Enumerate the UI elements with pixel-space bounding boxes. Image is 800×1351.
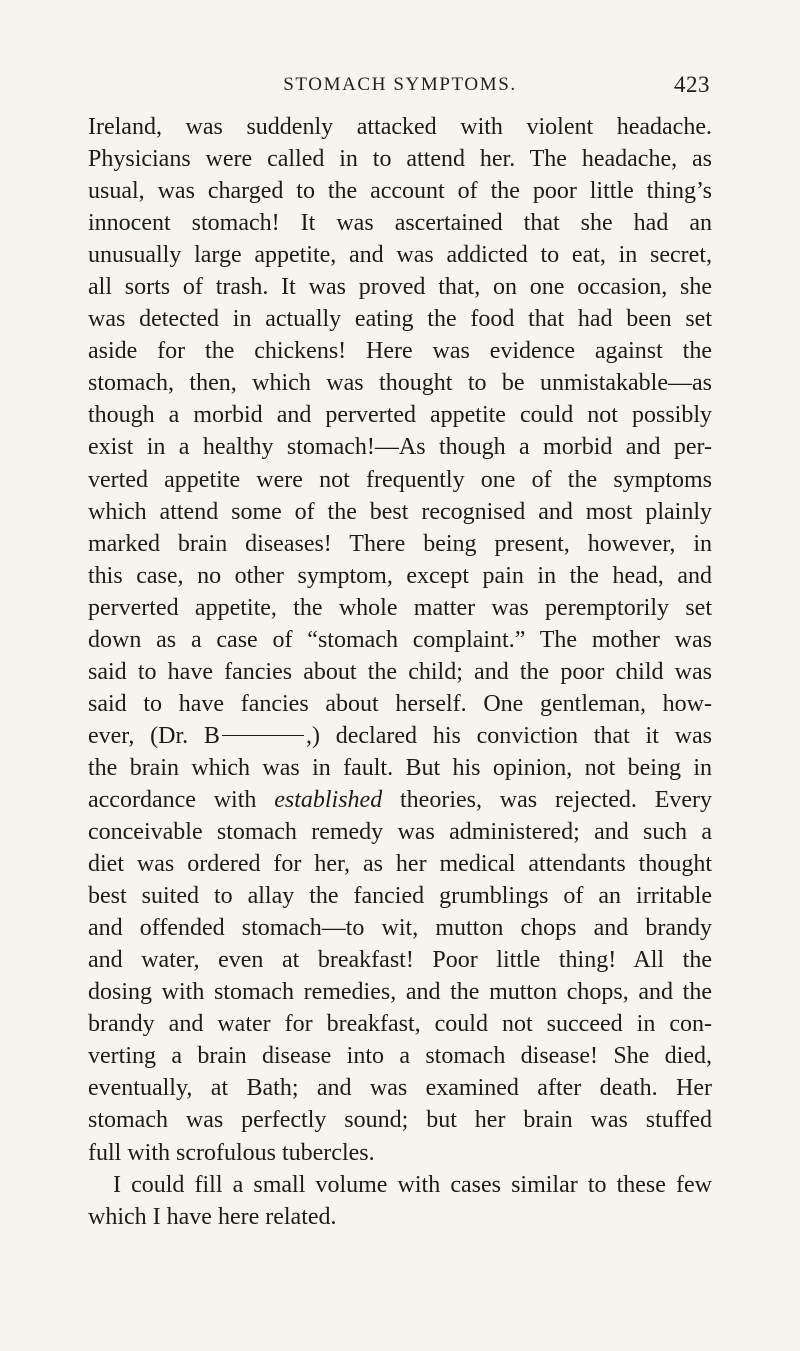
running-head	[0, 72, 710, 102]
text-line: stomach was perfectly sound; but her brain was stuffed	[88, 1107, 712, 1134]
line-after-blank: ,) declared his conviction that it was	[305, 722, 712, 749]
line-after-italic: theories, was rejected. Every	[382, 786, 712, 813]
text-line: which attend some of the best recognised and most plainly	[88, 498, 712, 525]
text-line: exist in a healthy stomach!—As though a morbid and per-	[88, 434, 712, 461]
text-line: eventually, at Bath; and was examined after death. Her	[88, 1075, 712, 1102]
text-line: brandy and water for breakfast, could not succeed in con-	[88, 1011, 712, 1038]
text-line: best suited to allay the fancied grumblings of an irritable	[88, 883, 712, 910]
text-line: stomach, then, which was thought to be unmistakable—as	[88, 370, 712, 397]
text-line: aside for the chickens! Here was evidence against the	[88, 338, 712, 365]
running-title: STOMACH SYMPTOMS.	[283, 74, 517, 95]
text-line: Ireland, was suddenly attacked with violent headache.	[88, 114, 712, 140]
text-line: this case, no other symptom, except pain in the head, and	[88, 562, 712, 589]
text-line: and water, even at breakfast! Poor little thing! All the	[88, 947, 712, 974]
text-line: was detected in actually eating the food that had been set	[88, 306, 712, 333]
text-line: unusually large appetite, and was addicted to eat, in secret,	[88, 242, 712, 269]
name-blank-rule	[222, 735, 304, 736]
text-line: said to have fancies about herself. One gentleman, how-	[88, 690, 712, 717]
text-line: verting a brain disease into a stomach disease! She died,	[88, 1043, 712, 1070]
text-line: diet was ordered for her, as her medical attendants thought	[88, 851, 712, 878]
text-line: said to have fancies about the child; and the poor child was	[88, 658, 712, 685]
text-line: down as a case of “stomach complaint.” The mother was	[88, 626, 712, 653]
text-line: conceivable stomach remedy was administered; and such a	[88, 819, 712, 846]
text-line: though a morbid and perverted appetite could not possibly	[88, 402, 712, 429]
paragraph-start-line: I could fill a small volume with cases similar to these few	[113, 1171, 712, 1198]
text-line: all sorts of trash. It was proved that, on one occasion, she	[88, 274, 712, 301]
text-line: marked brain diseases! There being present, however, in	[88, 530, 712, 557]
text-line-with-blank	[88, 720, 712, 752]
page-number: 423	[674, 72, 710, 97]
text-line: and offended stomach—to wit, mutton chops and brandy	[88, 915, 712, 942]
text-line-with-italic	[88, 784, 712, 816]
text-line: usual, was charged to the account of the poor little thing’s	[88, 178, 712, 205]
paragraph-end-line: which I have here related.	[88, 1203, 337, 1230]
line-before-blank: ever, (Dr. B	[88, 722, 220, 749]
text-line: verted appetite were not frequently one of the symptoms	[88, 466, 712, 493]
italic-emphasis: established	[274, 786, 383, 813]
body-text	[88, 111, 712, 1233]
line-before-italic: accordance with	[88, 786, 275, 813]
text-line: innocent stomach! It was ascertained that she had an	[88, 210, 712, 237]
text-line: perverted appetite, the whole matter was peremptorily set	[88, 594, 712, 621]
paragraph-end-line: full with scrofulous tubercles.	[88, 1139, 375, 1166]
text-line: Physicians were called in to attend her. The headache, as	[88, 146, 712, 173]
text-line: the brain which was in fault. But his opinion, not being in	[88, 754, 712, 781]
text-line: dosing with stomach remedies, and the mutton chops, and the	[88, 979, 712, 1006]
